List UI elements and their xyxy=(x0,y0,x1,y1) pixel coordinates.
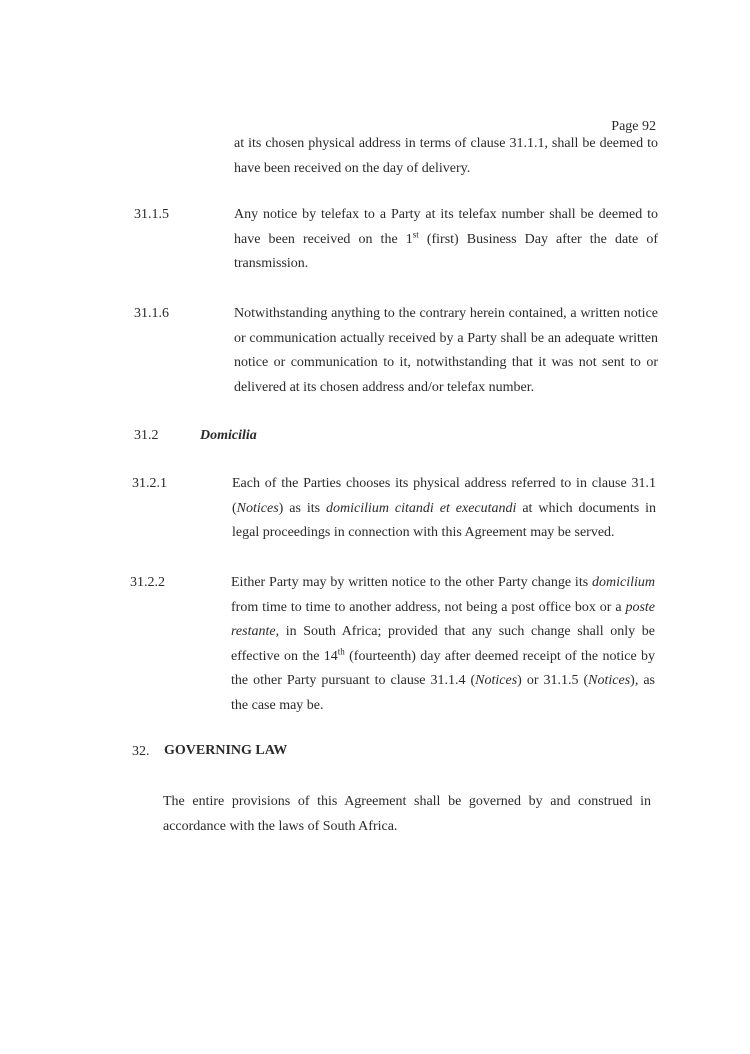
clause-number-31-1-5: 31.1.5 xyxy=(134,207,169,222)
clause-number-31-2: 31.2 xyxy=(134,428,159,443)
clause-number-31-1-6: 31.1.6 xyxy=(134,306,169,321)
clause-31-2-2-i2: poste restante xyxy=(231,599,655,639)
page-number: Page 92 xyxy=(611,119,656,134)
clause-31-2-2-t4: (fourteenth) day after deemed receipt of the notice by the other Party pursuant to clause 31.1.4 ( xyxy=(231,648,655,688)
clause-32-text: The entire provisions of this Agreement shall be governed by and construed in accordance with the laws of South Africa. xyxy=(163,794,651,834)
clause-31-2-2-i1: domicilium xyxy=(592,575,655,590)
clause-32-heading: GOVERNING LAW xyxy=(164,743,288,758)
clause-31-2-1-t3: at which documents in legal proceedings in connection with this Agreement may be served. xyxy=(232,500,656,540)
clause-31-2-2-superscript: th xyxy=(337,645,345,656)
clause-31-2-1-i2: domicilium citandi et executandi xyxy=(326,500,517,516)
clause-31-2-1-text xyxy=(232,472,656,546)
clause-31-2-2-t5: ) or 31.1.5 ( xyxy=(517,673,589,688)
clause-number-31-2-2: 31.2.2 xyxy=(130,575,165,590)
clause-31-1-5-text xyxy=(234,203,658,277)
clause-number-31-2-1: 31.2.1 xyxy=(132,476,167,491)
clause-31-2-1-i1: Notices xyxy=(236,500,279,516)
clause-31-2-2-t2: from time to time to another address, not being a post office box or a xyxy=(231,599,626,615)
clause-31-2-2-i3: Notices xyxy=(475,673,518,688)
clause-31-2-1-t2: ) as its xyxy=(278,500,327,516)
clause-31-1-4-continuation: at its chosen physical address in terms of clause 31.1.1, shall be deemed to have been received on the day of delivery. xyxy=(234,136,658,176)
clause-31-2-2-text xyxy=(231,571,655,718)
clause-31-2-2-t3: , in South Africa; provided that any such change shall only be effective on the 14 xyxy=(231,624,655,664)
clause-31-1-6-text: Notwithstanding anything to the contrary herein contained, a written notice or communication actually received by a Party shall be an adequate written notice or communication to it, notwithstanding that it was not sent to or delivered at its chosen address and/or telefax number. xyxy=(234,306,658,395)
clause-number-32: 32. xyxy=(132,744,150,759)
clause-31-1-5-text-a: Any notice by telefax to a Party at its telefax number shall be deemed to have been received on the 1 xyxy=(234,207,658,247)
clause-31-2-1-t1: Each of the Parties chooses its physical address referred to in clause 31.1 ( xyxy=(232,476,656,516)
clause-31-2-2-t1: Either Party may by written notice to the other Party change its xyxy=(231,575,592,590)
clause-31-2-heading: Domicilia xyxy=(200,428,257,443)
clause-31-2-2-i4: Notices xyxy=(588,673,631,688)
clause-31-1-5-superscript: st xyxy=(412,228,419,239)
clause-31-2-2-t6: ), as the case may be. xyxy=(231,673,655,713)
clause-31-1-5-text-b: (first) Business Day after the date of transmission. xyxy=(234,231,658,271)
